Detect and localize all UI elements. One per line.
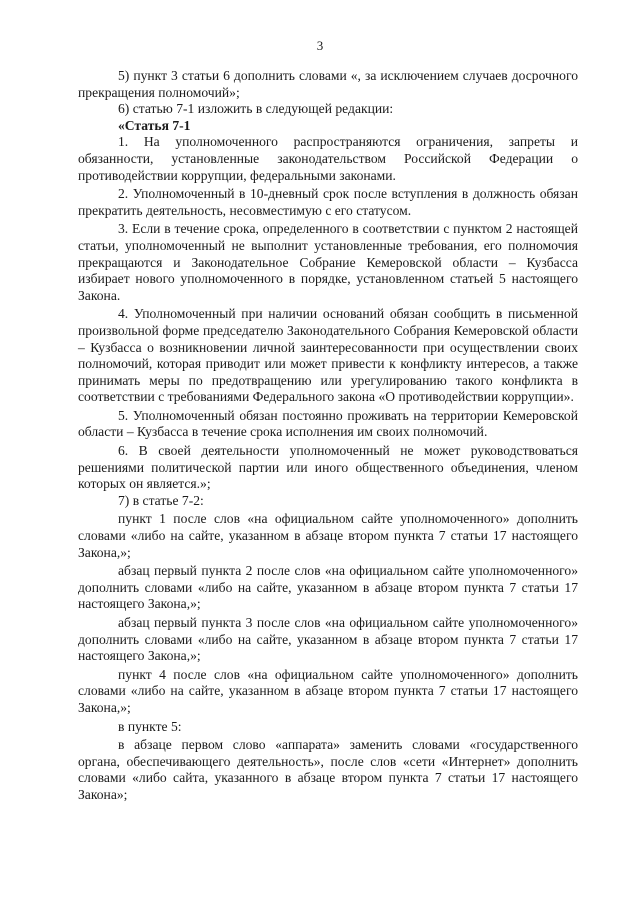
article-point-6: 6. В своей деятельности уполномоченный не может руководствоваться решениями политической партии или иного общественного объединения, членом которых он является.»; xyxy=(78,443,578,492)
amendment-point-1: пункт 1 после слов «на официальном сайте уполномоченного» дополнить словами «либо на сайте, указанном в абзаце втором пункта 7 статьи 17 настоящего Закона,»; xyxy=(78,511,578,560)
amendment-point-5-intro: в пункте 5: xyxy=(118,718,182,734)
paragraph-item-7: 7) в статье 7-2: xyxy=(118,492,204,508)
article-point-3: 3. Если в течение срока, определенного в соответствии с пунктом 2 настоящей статьи, уполномоченный не выполнит установленные требования, его полномочия прекращаются и Законодательное Собрание Кемеровской области – Кузбасса избирает нового уполномоченного в порядке, установленном статьей 5 настоящего Закона. xyxy=(78,221,578,303)
article-point-5: 5. Уполномоченный обязан постоянно проживать на территории Кемеровской области – Кузбасса в течение срока исполнения им своих полномочий. xyxy=(78,407,578,440)
amendment-point-5-text: в абзаце первом слово «аппарата» заменить словами «государственного органа, обеспечивающего деятельность», после слов «сети «Интернет» дополнить словами «либо сайта, указанного в абзаце втором пункта 7 статьи 17 настоящего Закона»; xyxy=(78,737,578,802)
paragraph-item-6: 6) статью 7-1 изложить в следующей редакции: xyxy=(118,101,394,117)
article-point-4: 4. Уполномоченный при наличии оснований обязан сообщить в письменной произвольной форме председателю Законодательного Собрания Кемеровской области – Кузбасса о возникновении личной заинтересованности при осуществлении своих полномочий, которая приводит или может привести к конфликту интересов, а также принимать меры по предотвращению или урегулированию такого конфликта в соответствии с требованиями Федерального закона «О противодействии коррупции». xyxy=(78,306,578,405)
article-heading: «Статья 7-1 xyxy=(118,117,191,133)
amendment-point-2: абзац первый пункта 2 после слов «на официальном сайте уполномоченного» дополнить словами «либо на сайте, указанном в абзаце втором пункта 7 статьи 17 настоящего Закона,»; xyxy=(78,563,578,612)
article-point-1: 1. На уполномоченного распространяются ограничения, запреты и обязанности, установленные законодательством Российской Федерации о противодействии коррупции, федеральными законами. xyxy=(78,134,578,183)
article-point-2: 2. Уполномоченный в 10-дневный срок после вступления в должность обязан прекратить деятельность, несовместимую с его статусом. xyxy=(78,186,578,218)
page-number: 3 xyxy=(316,38,324,53)
amendment-point-3: абзац первый пункта 3 после слов «на официальном сайте уполномоченного» дополнить словами «либо на сайте, указанном в абзаце втором пункта 7 статьи 17 настоящего Закона,»; xyxy=(78,615,578,664)
amendment-point-4: пункт 4 после слов «на официальном сайте уполномоченного» дополнить словами «либо на сайте, указанном в абзаце втором пункта 7 статьи 17 настоящего Закона,»; xyxy=(78,666,578,715)
paragraph-item-5: 5) пункт 3 статьи 6 дополнить словами «, за исключением случаев досрочного прекращения полномочий»; xyxy=(78,68,578,100)
document-body xyxy=(78,68,578,804)
